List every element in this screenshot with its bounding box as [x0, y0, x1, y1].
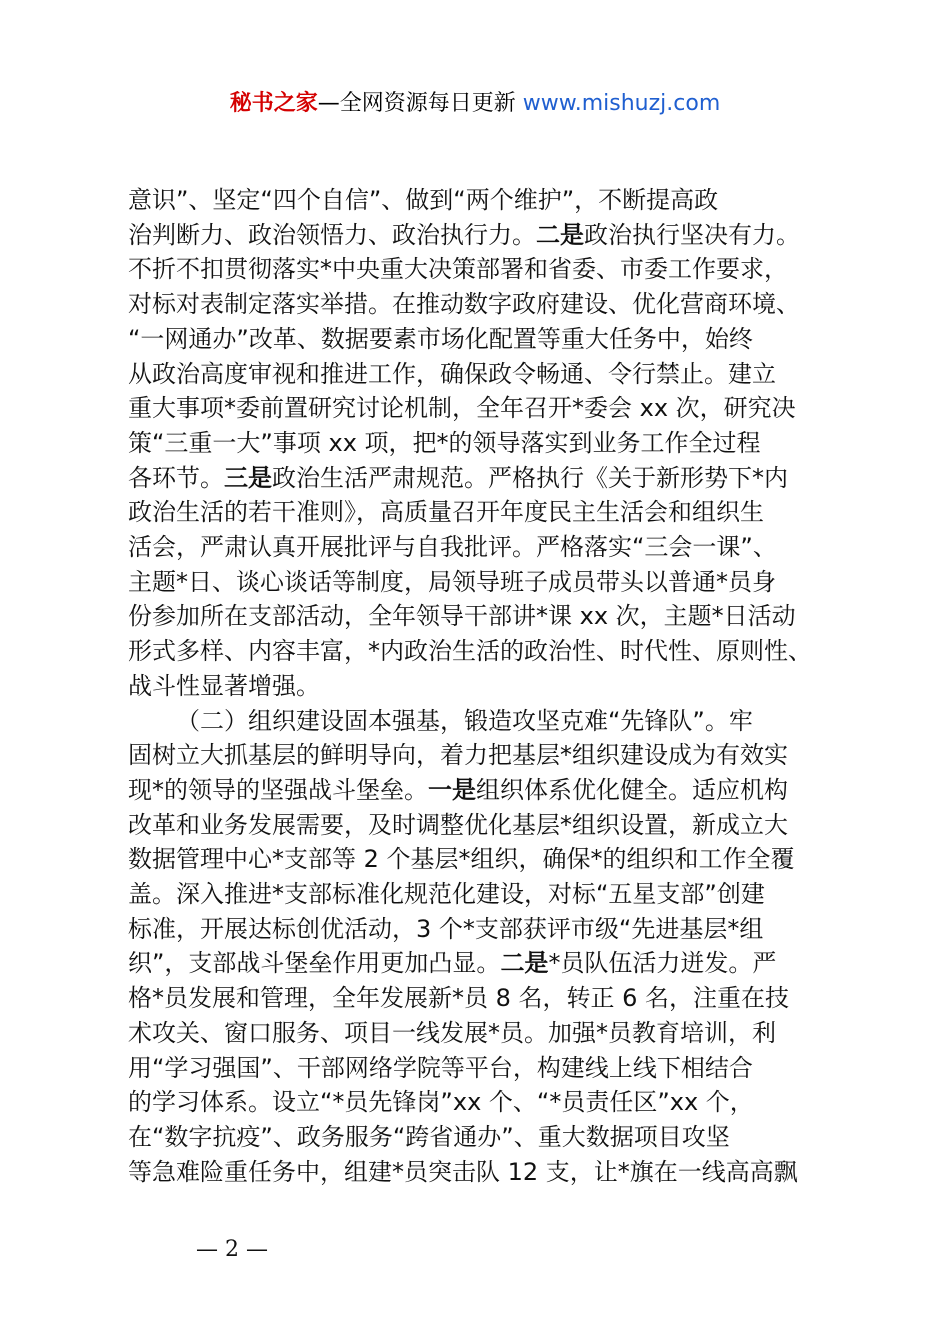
text-run: 重大事项*委前置研究讨论机制，全年召开*委会 xx 次，研究决	[128, 394, 796, 423]
text-run: 治判断力、政治领悟力、政治执行力。	[128, 220, 536, 249]
text-run: 用“学习强国”、干部网络学院等平台，构建线上线下相结合	[128, 1053, 753, 1082]
text-line	[128, 1051, 828, 1086]
bold-lead: 二是	[536, 220, 584, 249]
text-run: 固树立大抓基层的鲜明导向，着力把基层*组织建设成为有效实	[128, 741, 788, 770]
text-line	[128, 461, 828, 496]
text-run: 政治执行坚决有力。	[584, 220, 800, 249]
text-run: 织”，支部战斗堡垒作用更加凸显。	[128, 949, 501, 978]
text-run: 现*的领导的坚强战斗堡垒。	[128, 775, 428, 804]
text-run: 术攻关、窗口服务、项目一线发展*员。加强*员教育培训，利	[128, 1018, 776, 1047]
text-line	[128, 599, 828, 634]
text-line	[128, 183, 828, 218]
text-line	[128, 357, 828, 392]
text-line	[128, 808, 828, 843]
text-run: 活会，严肃认真开展批评与自我批评。严格落实“三会一课”、	[128, 533, 777, 561]
text-line	[128, 218, 828, 253]
text-run: 改革和业务发展需要，及时调整优化基层*组织设置，新成立大	[128, 810, 788, 839]
text-run: “一网通办”改革、数据要素市场化配置等重大任务中，始终	[128, 324, 753, 353]
text-line	[128, 322, 828, 357]
text-run: 对标对表制定落实举措。在推动数字政府建设、优化营商环境、	[128, 290, 800, 319]
text-line	[128, 773, 828, 808]
text-run: 等急难险重任务中，组建*员突击队 12 支，让*旗在一线高高飘	[128, 1157, 798, 1186]
text-run: 形式多样、内容丰富，*内政治生活的政治性、时代性、原则性、	[128, 637, 812, 666]
text-run: 政治生活严肃规范。严格执行《关于新形势下*内	[272, 463, 788, 492]
text-run: 策“三重一大”事项 xx 项，把*的领导落实到业务工作全过程	[128, 428, 761, 457]
text-line	[128, 252, 828, 287]
text-run: 的学习体系。设立“*员先锋岗”xx 个、“*员责任区”xx 个，	[128, 1088, 754, 1117]
text-line	[128, 1120, 828, 1155]
brand-name: 秘书之家	[229, 91, 318, 116]
text-run: 组织体系优化健全。适应机构	[476, 775, 788, 804]
bold-lead: 三是	[224, 463, 272, 492]
site-url: www.mishuzj.com	[522, 91, 721, 116]
text-run: 盖。深入推进*支部标准化规范化建设，对标“五星支部”创建	[128, 880, 765, 908]
text-run: （二）组织建设固本强基，锻造攻坚克难“先锋队”。牢	[176, 706, 753, 735]
text-line	[128, 842, 828, 877]
text-run: 在“数字抗疫”、政务服务“跨省通办”、重大数据项目攻坚	[128, 1122, 730, 1151]
text-run: 各环节。	[128, 463, 224, 492]
text-line	[128, 738, 828, 773]
text-line	[128, 1155, 828, 1190]
text-line	[128, 981, 828, 1016]
text-line	[128, 391, 828, 426]
text-line	[128, 634, 828, 669]
text-run: 格*员发展和管理，全年发展新*员 8 名，转正 6 名，注重在技	[128, 984, 790, 1013]
text-run: 数据管理中心*支部等 2 个基层*组织，确保*的组织和工作全覆	[128, 845, 795, 874]
text-run: 主题*日、谈心谈话等制度，局领导班子成员带头以普通*员身	[128, 567, 776, 596]
bold-lead: 二是	[500, 949, 549, 978]
text-run: 不折不扣贯彻落实*中央重大决策部署和省委、市委工作要求，	[128, 255, 788, 284]
text-run: 意识”、坚定“四个自信”、做到“两个维护”，不断提高政	[128, 186, 719, 214]
text-run: 战斗性显著增强。	[128, 671, 320, 700]
text-line	[128, 287, 828, 322]
site-header	[0, 88, 950, 120]
page-number: — 2 —	[196, 1237, 268, 1262]
text-run: 从政治高度审视和推进工作，确保政令畅通、令行禁止。建立	[128, 359, 776, 388]
text-line	[128, 877, 828, 912]
text-line	[128, 426, 828, 461]
text-run: *员队伍活力迸发。严	[548, 949, 777, 978]
text-run: 政治生活的若干准则》，高质量召开年度民主生活会和组织生	[128, 498, 764, 527]
text-line	[128, 495, 828, 530]
text-line	[128, 1085, 828, 1120]
text-run: 标准，开展达标创优活动，3 个*支部获评市级“先进基层*组	[128, 914, 764, 943]
text-line	[128, 946, 828, 981]
text-line	[176, 704, 828, 739]
text-line	[128, 1016, 828, 1051]
text-line	[128, 565, 828, 600]
text-line	[128, 669, 828, 704]
bold-lead: 一是	[428, 775, 476, 804]
text-line	[128, 530, 828, 565]
text-line	[128, 912, 828, 947]
text-run: 份参加所在支部活动，全年领导干部讲*课 xx 次，主题*日活动	[128, 602, 796, 631]
header-tagline: —全网资源每日更新	[317, 91, 523, 116]
